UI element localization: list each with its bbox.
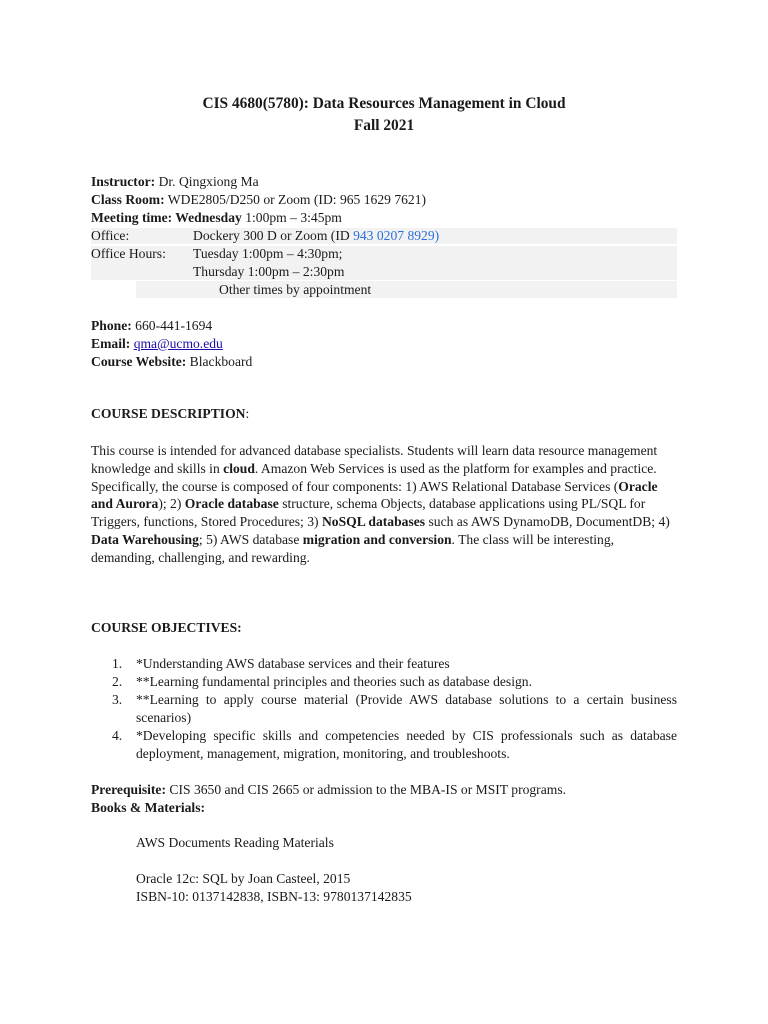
hours-row-shade: [91, 246, 677, 280]
objective-text: *Understanding AWS database services and their features: [136, 656, 450, 671]
desc-text-4: structure, schema Objects, database applications using PL/SQL for Triggers, functions, Stored Procedures; 3): [91, 496, 646, 530]
book-isbn: ISBN-10: 0137142838, ISBN-13: 9780137142835: [136, 889, 412, 904]
hours-appointment: Other times by appointment: [219, 282, 372, 297]
meeting-line: [91, 209, 342, 227]
classroom-label: Class Room:: [91, 192, 165, 207]
objective-number: 3.: [112, 692, 123, 707]
meeting-time: 1:00pm – 3:45pm: [241, 210, 342, 225]
books-heading-text: Books & Materials:: [91, 800, 206, 815]
classroom-value: WDE2805/D250 or Zoom (ID: 965 1629 7621): [164, 192, 427, 207]
desc-bold-migration: migration and conversion: [302, 531, 452, 547]
prerequisite-value: CIS 3650 and CIS 2665 or admission to the MBA-IS or MSIT programs.: [166, 782, 567, 797]
objectives-heading-text: COURSE OBJECTIVES:: [91, 620, 242, 635]
desc-text-2: . Amazon Web Services is used as the platform for examples and practice. Specifically, the course is composed of four components: 1) AWS Relational Database Services (: [91, 460, 657, 494]
desc-bold-oracle-aurora: Oracle and Aurora: [91, 478, 658, 512]
phone-line: [91, 317, 212, 335]
course-title: CIS 4680(5780): Data Resources Management in Cloud: [202, 95, 566, 112]
objective-number: 4.: [112, 728, 123, 743]
description-heading-text: COURSE DESCRIPTION: [91, 406, 246, 421]
classroom-line: [91, 191, 426, 209]
desc-bold-nosql: NoSQL databases: [321, 514, 426, 530]
desc-text-3: ); 2): [158, 496, 185, 512]
desc-text-1: This course is intended for advanced database specialists. Students will learn data resource management knowledge and skills in: [91, 443, 658, 476]
instructor-line: [91, 173, 259, 191]
office-label: Office:: [91, 228, 130, 243]
desc-bold-oracle-database: Oracle database: [184, 496, 279, 512]
course-term: Fall 2021: [353, 117, 415, 134]
office-zoom-id: 943 0207 8929): [353, 228, 440, 243]
objective-text: **Learning fundamental principles and theories such as database design.: [136, 674, 532, 689]
objective-text: *Developing specific skills and competencies needed by CIS professionals such as database deployment, management, migration, monitoring, and troubleshoots.: [136, 728, 677, 761]
website-line: [91, 353, 252, 371]
instructor-label: Instructor:: [91, 174, 156, 189]
instructor-value: Dr. Qingxiong Ma: [155, 174, 259, 189]
prerequisite-label: Prerequisite:: [91, 782, 166, 797]
email-line: [91, 335, 223, 353]
phone-label: Phone:: [91, 318, 132, 333]
meeting-label: Meeting time:: [91, 210, 173, 225]
email-link[interactable]: qma@ucmo.edu: [133, 336, 223, 351]
office-location: Dockery 300 D or Zoom (ID: [193, 228, 354, 243]
desc-text-5: such as AWS DynamoDB, DocumentDB; 4): [425, 514, 670, 530]
books-heading: [91, 799, 205, 817]
prerequisite-line: [91, 781, 566, 799]
desc-bold-cloud: cloud: [223, 460, 255, 476]
desc-text-6: ; 5) AWS database: [198, 531, 303, 547]
meeting-day: Wednesday: [172, 210, 242, 225]
hours-thursday: Thursday 1:00pm – 2:30pm: [193, 264, 345, 279]
phone-value: 660-441-1694: [131, 318, 213, 333]
email-label: Email:: [91, 336, 131, 351]
book-oracle-title: Oracle 12c: SQL by Joan Casteel, 2015: [136, 871, 351, 886]
desc-text-7: . The class will be interesting, demanding, challenging, and rewarding.: [91, 531, 615, 565]
description-paragraph: [91, 442, 677, 567]
desc-bold-data-warehousing: Data Warehousing: [91, 531, 199, 547]
objective-number: 1.: [112, 656, 123, 671]
book-aws-docs: AWS Documents Reading Materials: [136, 835, 334, 850]
description-heading: [91, 405, 249, 423]
objective-text: **Learning to apply course material (Provide AWS database solutions to a certain business scenarios): [136, 692, 677, 725]
objective-number: 2.: [112, 674, 123, 689]
objectives-heading: [91, 619, 242, 637]
appointment-row-shade: [136, 281, 677, 298]
website-label: Course Website:: [91, 354, 187, 369]
hours-tuesday: Tuesday 1:00pm – 4:30pm;: [193, 246, 343, 261]
description-heading-colon: :: [245, 406, 250, 421]
website-value: Blackboard: [186, 354, 253, 369]
hours-label: Office Hours:: [91, 246, 166, 261]
office-value: [193, 227, 439, 245]
